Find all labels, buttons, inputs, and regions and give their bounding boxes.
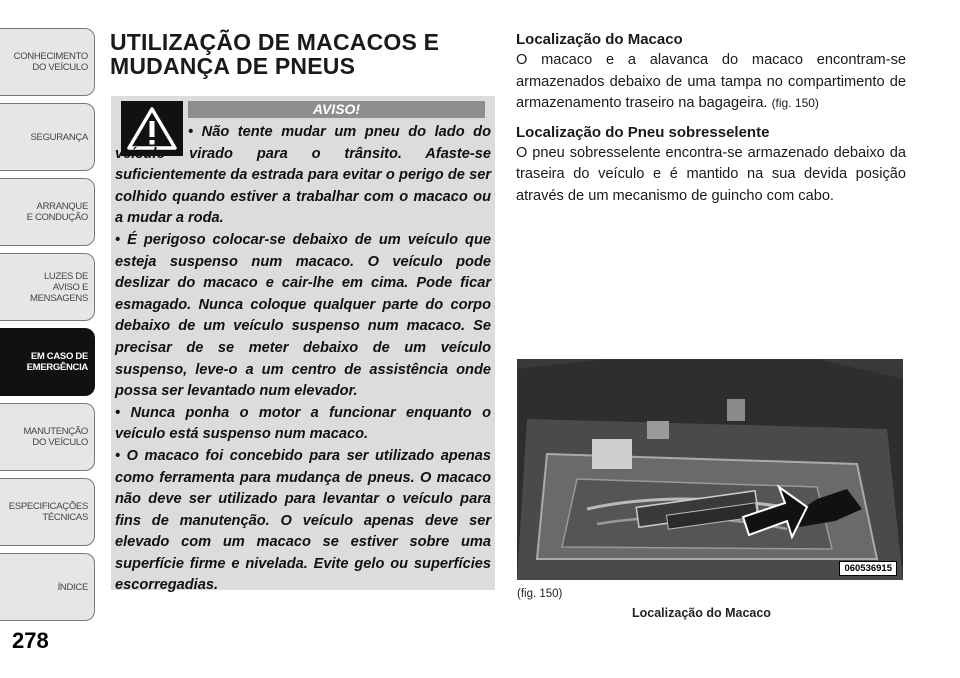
page-title: UTILIZAÇÃO DE MACACOS E MUDANÇA DE PNEUS [110, 29, 440, 79]
warning-item: • Não tente mudar um pneu do lado do veículo virado para o trânsito. Afaste-se suficientemente da estrada para evitar o perigo de ser colhido quando estiver a trabalhar com o macaco ou a mudar a roda. [115, 124, 491, 227]
warning-box [111, 96, 495, 594]
figure-caption: Localização do Macaco [632, 606, 771, 620]
tab-conhecimento[interactable]: CONHECIMENTO DO VEÍCULO [0, 28, 95, 96]
warning-item: • Nunca ponha o motor a funcionar enquanto o veículo está suspenso num macaco. [115, 404, 491, 443]
tab-especificacoes[interactable]: ESPECIFICAÇÕES TÉCNICAS [0, 478, 95, 546]
section-body-pneu: O pneu sobresselente encontra-se armazenado debaixo da traseira do veículo e é mantido na sua devida posição através de um mecanismo de guincho com cabo. [516, 144, 906, 204]
figure-reference[interactable]: (fig. 150) [771, 96, 819, 111]
warning-header: AVISO! [188, 101, 485, 118]
section-body-text: O macaco e a alavanca do macaco encontram-se armazenados debaixo de uma tampa no compartimento de armazenamento traseiro na bagageira. [516, 52, 906, 112]
tab-arranque[interactable]: ARRANQUE E CONDUÇÃO [0, 178, 95, 246]
right-column [516, 30, 906, 216]
tab-manutencao[interactable]: MANUTENÇÃO DO VEÍCULO [0, 403, 95, 471]
tab-emergencia[interactable]: EM CASO DE EMERGÊNCIA [0, 328, 95, 396]
warning-item: • É perigoso colocar-se debaixo de um veículo que esteja suspenso num macaco. O veículo pode deslizar do macaco e cair-lhe em cima. Pode ficar esmagado. Nunca coloque qualquer parte do corpo debaixo de um veículo suspenso num macaco. Se precisar de se meter debaixo de um veículo suspenso, leve-o a um centro de assistência onde possa ser levantado num elevador. [115, 231, 491, 400]
tab-seguranca[interactable]: SEGURANÇA [0, 103, 95, 171]
page-number: 278 [12, 628, 49, 653]
warning-item: • O macaco foi concebido para ser utilizado apenas como ferramenta para mudança de pneus. O macaco não deve ser utilizado para levantar o veículo para fins de manutenção. O veículo apenas deve ser elevado com um macaco se estiver sobre uma superfície firme e nivelada. Evite gelo ou superfícies escorregadias. [115, 447, 491, 594]
tab-indice[interactable]: ÍNDICE [0, 553, 95, 621]
tab-luzes[interactable]: LUZES DE AVISO E MENSAGENS [0, 253, 95, 321]
warning-text [115, 122, 491, 597]
section-heading-macaco: Localização do Macaco [516, 31, 683, 48]
image-code: 060536915 [839, 561, 897, 576]
figure-label: (fig. 150) [517, 588, 563, 600]
section-heading-pneu: Localização do Pneu sobresselente [516, 123, 770, 141]
section-body-macaco [516, 50, 906, 115]
jack-location-photo [517, 359, 903, 580]
chapter-tabs [0, 0, 98, 678]
